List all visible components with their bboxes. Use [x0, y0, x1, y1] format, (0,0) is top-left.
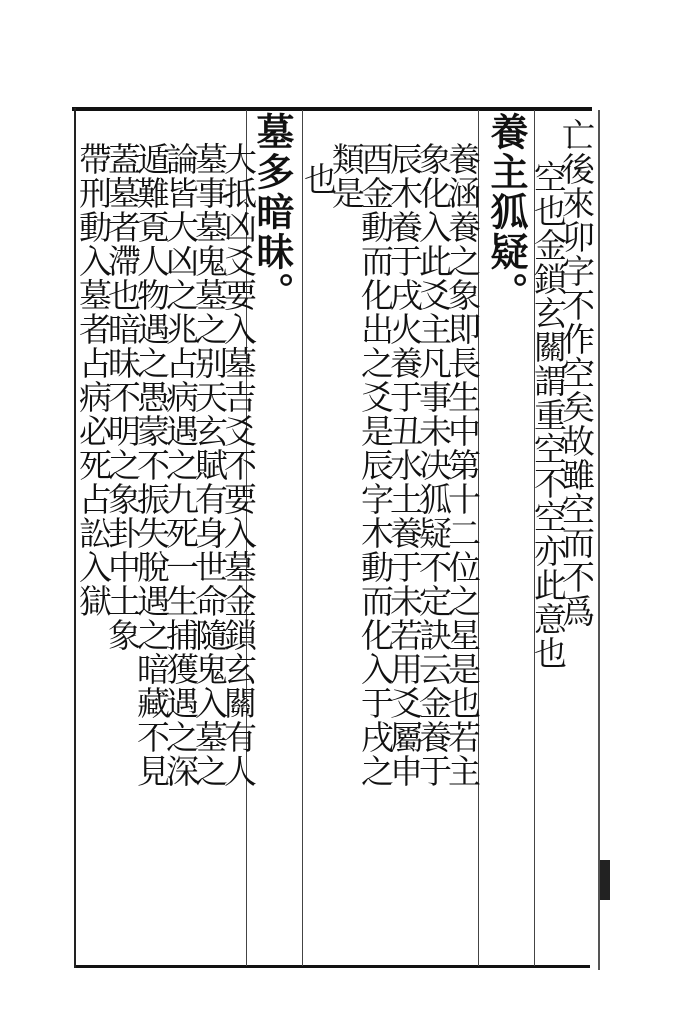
- text-column-6: 辰木養于戌火養于丑水土養于未若用爻屬申: [385, 142, 424, 788]
- text-column-1: 亡後來卯字不作空矣故雖空而不爲: [557, 118, 596, 628]
- text-column-5: 象化入此爻主凡事未决狐疑不定訣云金養于: [414, 142, 453, 788]
- column-divider: [302, 110, 303, 966]
- text-column-14: 遁難覔人物遇之愚蒙不振失脫遇之暗藏不見: [132, 142, 171, 788]
- text-column-15: 蓋墓者滯也暗昧不明之象卦中土象: [103, 142, 142, 652]
- page-edge-line: [598, 110, 600, 970]
- text-column-13: 論皆大凶之兆占病遇之九死一生捕獲遇之深: [161, 142, 200, 788]
- section-heading-mu: 墓多暗昧。: [250, 112, 295, 312]
- top-border-rule: [72, 107, 592, 111]
- text-column-2: 空也金鎖玄關謂重空不空亦此意也: [529, 160, 568, 670]
- page-edge-mark: [600, 860, 610, 900]
- text-column-11: 大抵凶爻要入墓吉爻不要入墓金鎖玄關有人: [219, 142, 258, 788]
- text-column-12: 墓事墓鬼墓之别天玄賦有身世命隨鬼入墓之: [190, 142, 229, 788]
- text-column-8: 類是: [327, 142, 366, 210]
- bottom-border-rule: [74, 965, 590, 968]
- text-column-7: 酉金動而化出之爻是辰字木動而化入于戌之: [356, 142, 395, 788]
- text-column-4: 養涵養之象即長生中第十二位之星是也若主: [443, 142, 482, 788]
- text-column-9: 也: [299, 162, 338, 196]
- section-heading-yang: 養主狐疑。: [484, 112, 529, 312]
- text-column-16: 帶刑動入墓者占病必死占訟入獄: [74, 142, 113, 618]
